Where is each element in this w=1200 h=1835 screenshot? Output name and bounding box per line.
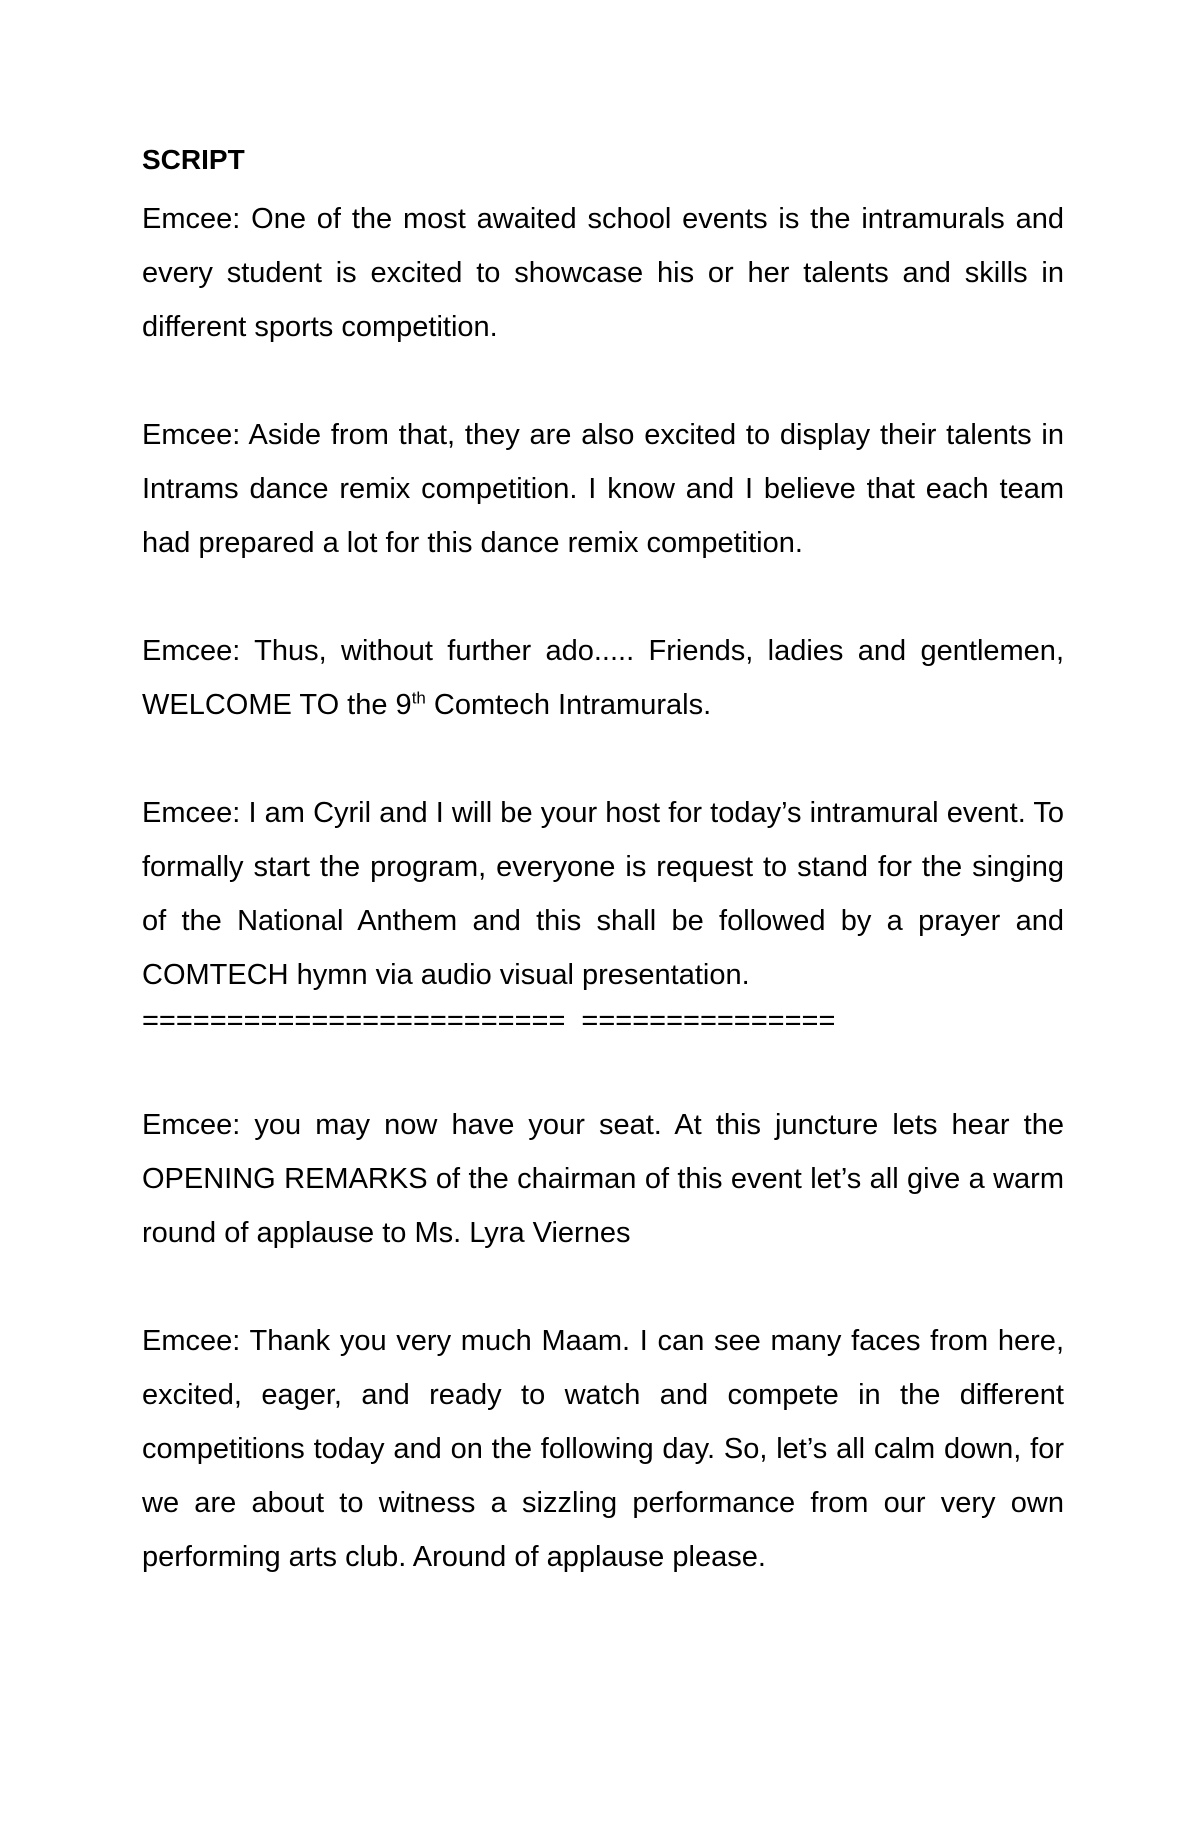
emcee-paragraph-thank-you: Emcee: Thank you very much Maam. I can see many faces from here, excited, eager, and ready to watch and compete in the different competitions today and on the following day. So, let’s all calm down, for we are about to witness a sizzling performance from our very own performing arts club. Around of applause please. <box>142 1325 1064 1573</box>
welcome-text-end: Comtech Intramurals. <box>425 689 712 721</box>
section-divider <box>142 1006 1064 1036</box>
welcome-text: Emcee: Thus, without further ado..... Friends, ladies and gentlemen, WELCOME TO the 9 <box>142 635 1064 721</box>
divider-left: ========================= <box>142 1005 566 1037</box>
document-title: SCRIPT <box>142 144 245 175</box>
emcee-paragraph-welcome <box>142 624 1064 732</box>
emcee-paragraph-1: Emcee: One of the most awaited school events is the intramurals and every student is excited to showcase his or her talents and skills in different sports competition. <box>142 203 1064 343</box>
emcee-paragraph-host: Emcee: I am Cyril and I will be your host for today’s intramural event. To formally start the program, everyone is request to stand for the singing of the National Anthem and this shall be followed by a prayer and COMTECH hymn via audio visual presentation. <box>142 797 1064 991</box>
ordinal-superscript: th <box>411 688 426 708</box>
divider-right: =============== <box>581 1005 836 1037</box>
emcee-paragraph-opening-remarks: Emcee: you may now have your seat. At this juncture lets hear the OPENING REMARKS of the chairman of this event let’s all give a warm round of applause to Ms. Lyra Viernes <box>142 1109 1064 1249</box>
document-page <box>142 140 1064 1638</box>
emcee-paragraph-2: Emcee: Aside from that, they are also excited to display their talents in Intrams dance remix competition. I know and I believe that each team had prepared a lot for this dance remix competition. <box>142 419 1064 559</box>
